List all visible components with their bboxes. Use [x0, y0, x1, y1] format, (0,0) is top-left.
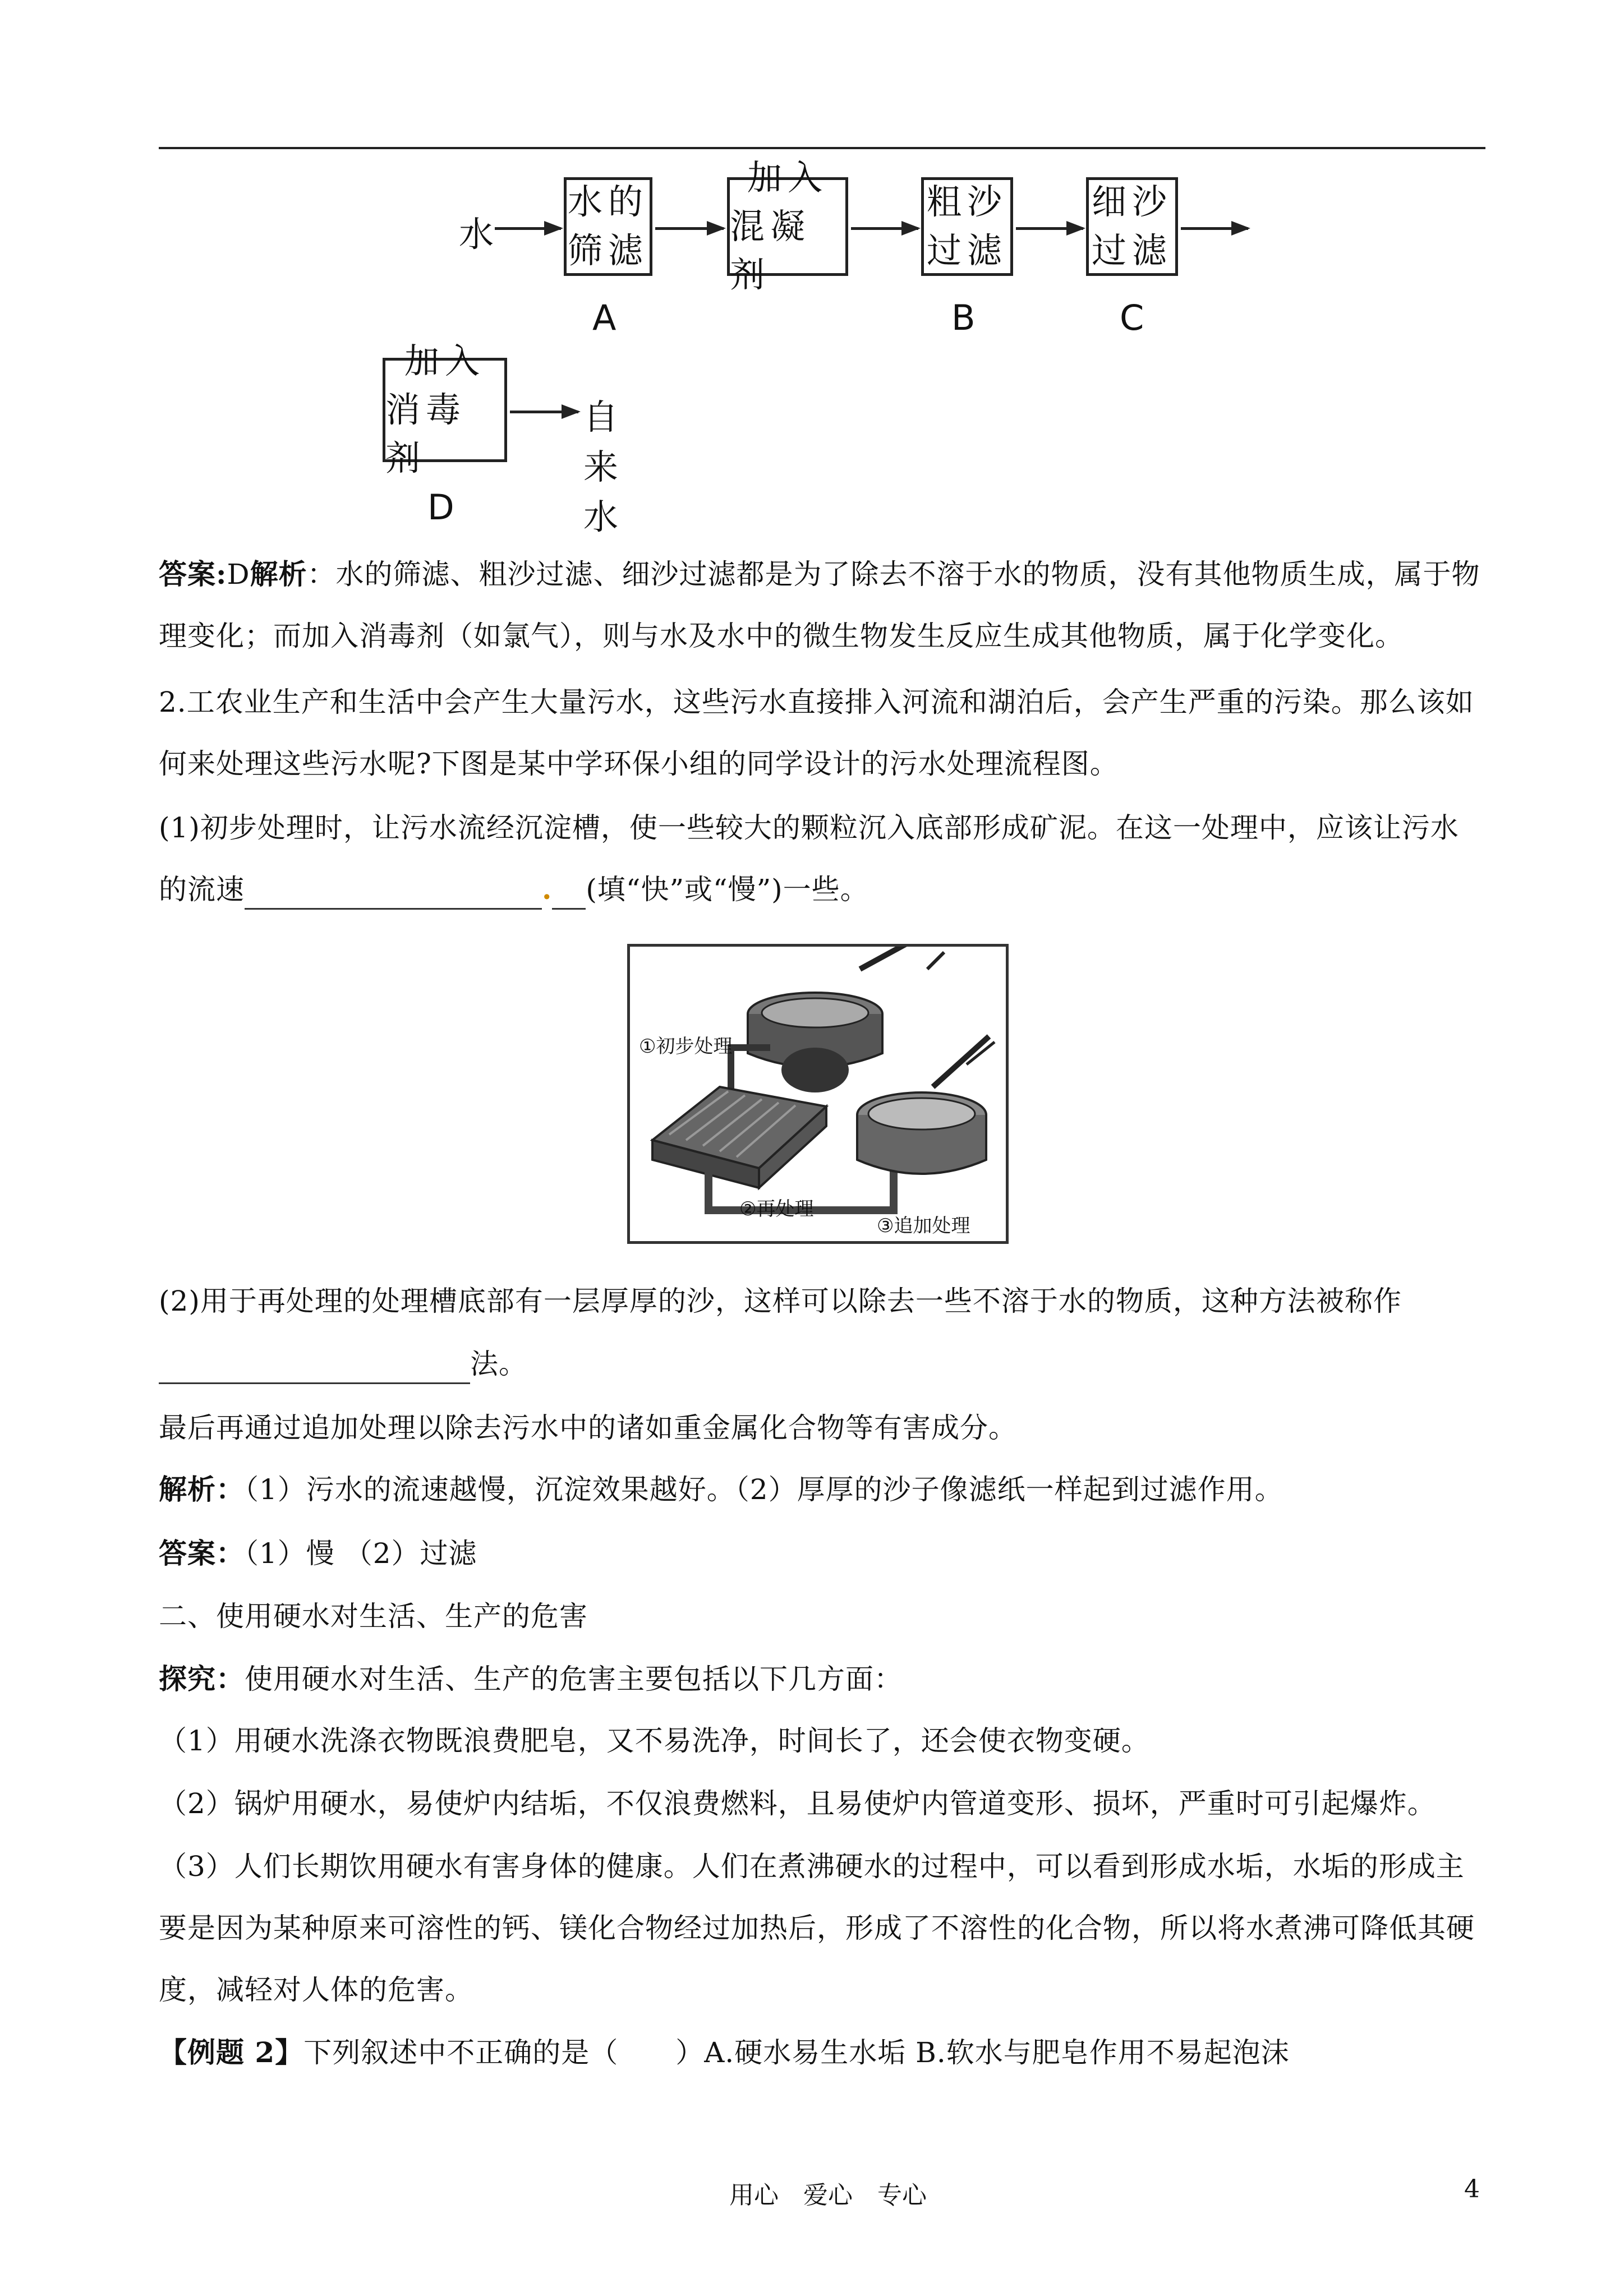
item3-line2: 要是因为某种原来可溶性的钙、镁化合物经过加热后，形成了不溶性的化合物，所以将水煮沸可降低其硬 — [159, 1912, 1475, 1944]
flow-box-disinfectant — [383, 340, 507, 479]
page-number: 4 — [1464, 2175, 1480, 2203]
sewage-treatment-figure — [627, 944, 1009, 1244]
explore-label: 探究： — [159, 1662, 245, 1695]
example2-label: 【例题 2】 — [159, 2036, 304, 2069]
q2-sub1-line1: (1)初步处理时，让污水流经沉淀槽，使一些较大的颗粒沉入底部形成矿泥。在这一处理中，应该让污水 — [159, 812, 1459, 844]
flow-input-label: 水 — [459, 214, 498, 255]
answer-blank-1[interactable] — [245, 879, 542, 910]
item1: （1）用硬水洗涤衣物既浪费肥皂，又不易洗净，时间长了，还会使衣物变硬。 — [159, 1725, 1150, 1757]
box-c-line2: 过滤 — [1091, 230, 1172, 271]
q2-sub2-line1: (2)用于再处理的处理槽底部有一层厚厚的沙，这样可以除去一些不溶于水的物质，这种方法被称作 — [159, 1285, 1402, 1317]
mark-dot: . — [542, 873, 553, 906]
coagulant-line1: 加入 — [747, 156, 828, 198]
flow-output-label: 自来水 — [583, 397, 622, 537]
analysis-label: 解析 — [250, 557, 307, 591]
answer-blank-1b[interactable] — [552, 879, 586, 910]
analysis2-label: 解析： — [159, 1473, 245, 1506]
box-b-line2: 过滤 — [926, 230, 1007, 271]
flow-arrow — [510, 411, 578, 413]
analysis2-text: （1）污水的流速越慢，沉淀效果越好。（2）厚厚的沙子像滤纸一样起到过滤作用。 — [245, 1473, 1283, 1506]
item2: （2）锅炉用硬水，易使炉内结垢，不仅浪费燃料，且易使炉内管道变形、损坏，严重时可引起爆炸。 — [159, 1787, 1436, 1820]
flow-arrow — [1016, 227, 1083, 230]
flow-arrow — [495, 227, 561, 230]
q2-sub2-line2 — [159, 1344, 527, 1384]
item3-line3: 度，减轻对人体的危害。 — [159, 1974, 473, 2006]
flow-box-fine-sand — [1086, 177, 1178, 276]
header-rule — [159, 147, 1485, 149]
sub2-suffix: 法。 — [470, 1348, 527, 1380]
flow-label-b: B — [951, 297, 976, 338]
answer1-line1 — [159, 554, 1480, 594]
flow-box-screening — [564, 177, 652, 276]
explore-line — [159, 1659, 903, 1699]
q2-sub1-line2 — [159, 869, 869, 910]
box-c-line1: 细沙 — [1091, 181, 1172, 223]
flow-arrow — [655, 227, 724, 230]
answer1-text: ：水的筛滤、粗沙过滤、细沙过滤都是为了除去不溶于水的物质，没有其他物质生成，属于物 — [307, 558, 1480, 591]
flow-label-c: C — [1120, 297, 1144, 338]
box-a-line1: 水的 — [567, 181, 648, 223]
flow-arrow — [851, 227, 918, 230]
flow-box-coarse-sand — [921, 177, 1013, 276]
flow-label-a: A — [592, 297, 617, 338]
footer-center: 用心 爱心 专心 — [729, 2181, 927, 2210]
figure-label-initial: ①初步处理 — [639, 1035, 733, 1058]
example2-line — [159, 2032, 1290, 2073]
q2-final-line: 最后再通过追加处理以除去污水中的诸如重金属化合物等有害成分。 — [159, 1412, 1017, 1444]
figure-label-retreat: ②再处理 — [739, 1198, 814, 1220]
box-b-line1: 粗沙 — [926, 181, 1007, 223]
answer1-line2: 理变化；而加入消毒剂（如氯气），则与水及水中的微生物发生反应生成其他物质，属于化学变化。 — [159, 620, 1404, 652]
section2-heading: 二、使用硬水对生活、生产的危害 — [159, 1600, 588, 1633]
example2-text: 下列叙述中不正确的是（ ）A.硬水易生水垢 B.软水与肥皂作用不易起泡沫 — [303, 2036, 1290, 2069]
flow-label-d: D — [427, 487, 454, 528]
box-a-line2: 筛滤 — [567, 230, 648, 271]
box-d-line2: 消毒剂 — [385, 389, 467, 479]
flow-arrow — [1181, 227, 1248, 230]
answer2-line — [159, 1533, 477, 1574]
answer2-label: 答案： — [159, 1537, 245, 1570]
answer2-text: （1）慢 （2）过滤 — [245, 1537, 477, 1570]
coagulant-line2: 混凝剂 — [730, 205, 811, 296]
box-d-line1: 加入 — [404, 340, 485, 381]
explore-text: 使用硬水对生活、生产的危害主要包括以下几方面： — [245, 1663, 903, 1695]
answer-choice: D — [227, 558, 250, 591]
answer-blank-2[interactable] — [159, 1353, 470, 1384]
q2-line2: 何来处理这些污水呢?下图是某中学环保小组的同学设计的污水处理流程图。 — [159, 748, 1119, 780]
sub1-suffix: (填“快”或“慢”)一些。 — [586, 873, 869, 906]
item3-line1: （3）人们长期饮用硬水有害身体的健康。人们在煮沸硬水的过程中，可以看到形成水垢，水垢的形成主 — [159, 1850, 1465, 1883]
q2-line1: 2.工农业生产和生活中会产生大量污水，这些污水直接排入河流和湖泊后，会产生严重的污染。那么该如 — [159, 686, 1474, 718]
sub1-prefix: 的流速 — [159, 873, 245, 906]
figure-label-extra: ③追加处理 — [877, 1215, 970, 1237]
flow-box-coagulant — [727, 156, 848, 296]
analysis2-line — [159, 1469, 1283, 1510]
sewage-treatment-illustration — [630, 947, 1006, 1241]
answer-label: 答案: — [159, 557, 227, 591]
